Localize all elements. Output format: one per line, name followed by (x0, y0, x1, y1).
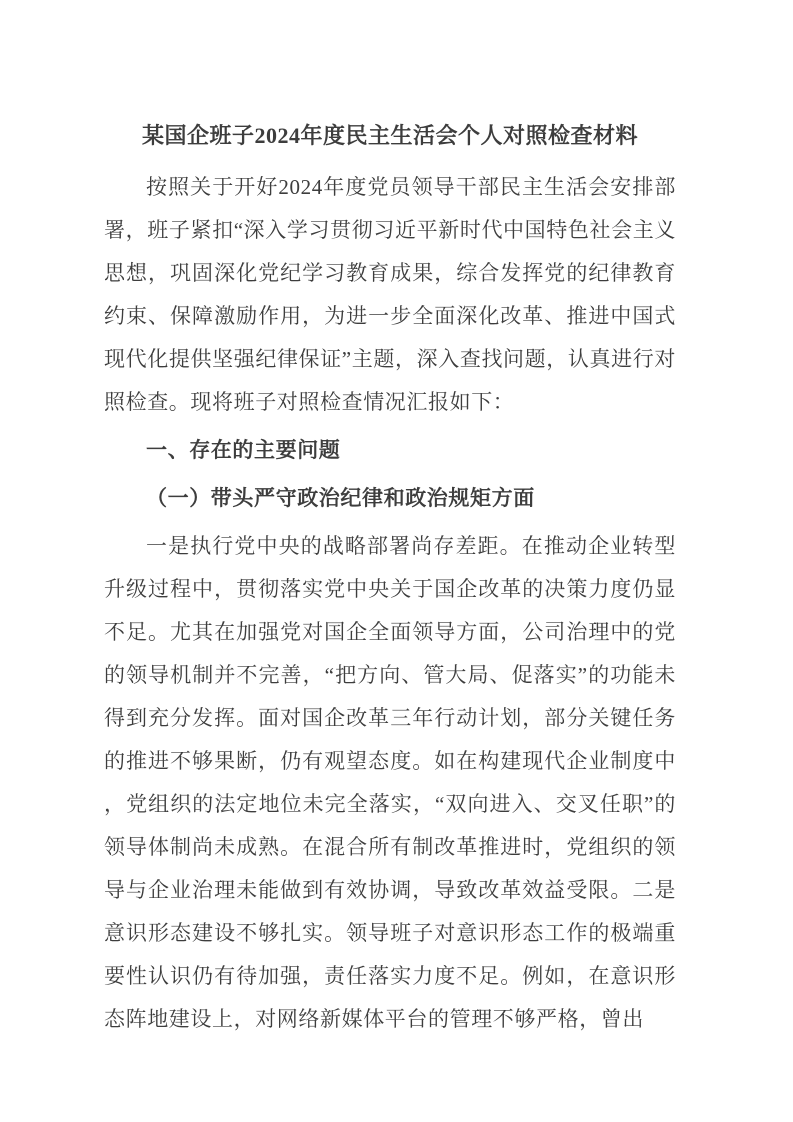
section-heading: 一、存在的主要问题 (146, 438, 341, 462)
body-paragraph: 一是执行党中央的战略部署尚存差距。在推动企业转型升级过程中，贯彻落实党中央关于国企改革的决策力度仍显不足。尤其在加强党对国企全面领导方面，公司治理中的党的领导机制并不完善，“把方向、管大局、促落实”的功能未得到充分发挥。面对国企改革三年行动计划，部分关键任务的推进不够果断，仍有观望态度。如在构建现代企业制度中，党组织的法定地位未完全落实，“双向进入、交叉任职”的领导体制尚未成熟。在混合所有制改革推进时，党组织的领导与企业治理未能做到有效协调，导致改革效益受限。二是意识形态建设不够扎实。领导班子对意识形态工作的极端重要性认识仍有待加强，责任落实力度不足。例如，在意识形态阵地建设上，对网络新媒体平台的管理不够严格，曾出 (104, 534, 676, 1031)
document-title: 某国企班子2024年度民主生活会个人对照检查材料 (141, 123, 638, 148)
document-content (104, 114, 676, 1041)
subsection-heading: （一）带头严守政治纪律和政治规矩方面 (146, 486, 535, 510)
intro-paragraph: 按照关于开好2024年度党员领导干部民主生活会安排部署，班子紧扣“深入学习贯彻习近平新时代中国特色社会主义思想，巩固深化党纪学习教育成果，综合发挥党的纪律教育约束、保障激励作用，为进一步全面深化改革、推进中国式现代化提供坚强纪律保证”主题，深入查找问题，认真进行对照检查。现将班子对照检查情况汇报如下： (104, 175, 676, 414)
